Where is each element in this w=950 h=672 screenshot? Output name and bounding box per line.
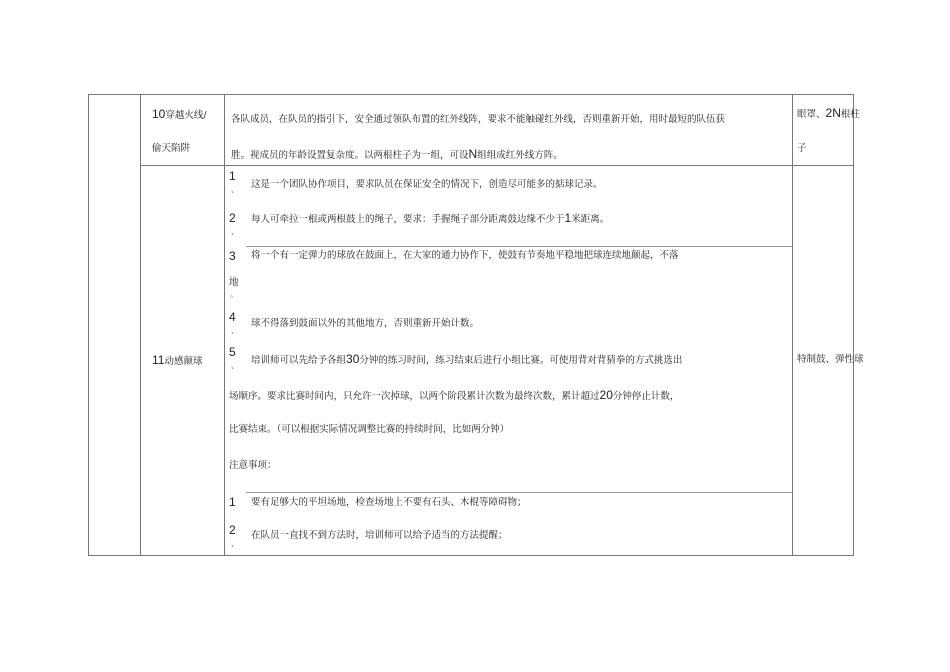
item2-text-pre: 每人可牵拉一根或两根鼓上的绳子，要求：手握绳子部分距离鼓边缘不少于 [251, 214, 565, 225]
item5-number: 5 [229, 345, 236, 359]
note1-text: 要有足够大的平坦场地，检查场地上不要有石头、木棍等障碍物； [251, 497, 527, 508]
item1-mark: 、 [231, 185, 239, 194]
row10-title-text1: 穿越火线/ [165, 110, 207, 121]
row11-number: 11 [152, 353, 165, 367]
item5-cont1-num: 20 [599, 388, 613, 402]
table-col-line-2 [140, 94, 141, 556]
item1-text: 这是一个团队协作项目，要求队员在保证安全的情况下，创造尽可能多的掂球记录。 [251, 179, 603, 190]
item3-number: 3 [229, 249, 236, 263]
row10-props-num: 2N [825, 106, 841, 120]
table-col-line-5 [853, 94, 854, 556]
table-bottom-border [88, 555, 854, 556]
row10-content-line2-n: N [468, 147, 478, 161]
item5-text-num: 30 [346, 352, 360, 366]
note1-number: 1 [229, 495, 236, 509]
item5-cont1-post: 分钟停止计数， [612, 391, 680, 402]
item1-number: 1 [229, 169, 236, 183]
note2-number: 2 [229, 523, 236, 537]
item2-text-post: 米距离。 [571, 214, 610, 225]
item5-continuation-2: 比赛结束。（可以根据实际情况调整比赛的持续时间，比如两分钟） [229, 424, 510, 435]
item4-mark: 、 [231, 326, 239, 335]
inner-rule-2 [246, 492, 792, 493]
table-col-line-1 [88, 94, 89, 556]
row10-content-line2-post: 组组成红外线方阵。 [477, 150, 563, 161]
item3-text: 将一个有一定弹力的球放在鼓面上，在大家的通力协作下，使鼓有节奏地平稳地把球连续地颠起，不落 [251, 250, 679, 261]
row11-props: 特制鼓、弹性球 [797, 354, 864, 365]
item5-text-pre: 培训师可以先给予各组 [251, 355, 347, 366]
row10-content-line2 [231, 148, 563, 162]
table-col-line-3 [224, 94, 225, 556]
row10-props-line1 [797, 107, 860, 121]
row11-title [152, 354, 202, 368]
item2-text [251, 212, 609, 226]
item3-continuation: 地 [229, 277, 239, 288]
row10-content-line1: 各队成员，在队员的指引下，安全通过领队布置的红外线阵，要求不能触碰红外线，否则重新开始，用时最短的队伍获 [231, 114, 726, 125]
item5-mark: 、 [231, 361, 239, 370]
table-col-line-4 [792, 94, 793, 556]
item5-cont1-pre: 场顺序。要求比赛时间内，只允许一次掉球，以两个阶段累计次数为最终次数，累计超过 [229, 391, 600, 402]
notes-title: 注意事项： [229, 460, 277, 471]
row10-content-line2-pre: 胜。视成员的年龄设置复杂度。以两根柱子为一组，可设 [231, 150, 469, 161]
item5-text-post: 分钟的练习时间，练习结束后进行小组比赛。可使用背对背猜拳的方式挑选出 [359, 355, 683, 366]
row10-props-post: 根柱 [840, 109, 860, 120]
note2-mark: 、 [231, 539, 239, 548]
item3-mark: 。 [230, 290, 238, 299]
item5-text [251, 353, 682, 367]
item5-continuation-1 [229, 389, 679, 403]
row10-title-line2: 偷天陷阱 [152, 143, 191, 154]
item2-mark: 、 [231, 227, 239, 236]
row10-title-line1 [152, 108, 207, 122]
row10-props-line2: 子 [797, 143, 807, 154]
table-row-divider [140, 165, 854, 166]
inner-rule-1 [246, 246, 792, 247]
row10-props-pre: 眼罩、 [797, 109, 826, 120]
item2-text-num: 1 [564, 211, 572, 225]
row10-number: 10 [152, 107, 166, 121]
item4-number: 4 [229, 310, 236, 324]
note2-text: 在队员一直找不到方法时，培训师可以给予适当的方法提醒； [251, 530, 508, 541]
item4-text: 球不得落到鼓面以外的其他地方，否则重新开始计数。 [251, 318, 480, 329]
row11-title-text: 动感颠球 [164, 356, 203, 367]
item2-number: 2 [229, 211, 236, 225]
table-top-border [88, 94, 854, 95]
